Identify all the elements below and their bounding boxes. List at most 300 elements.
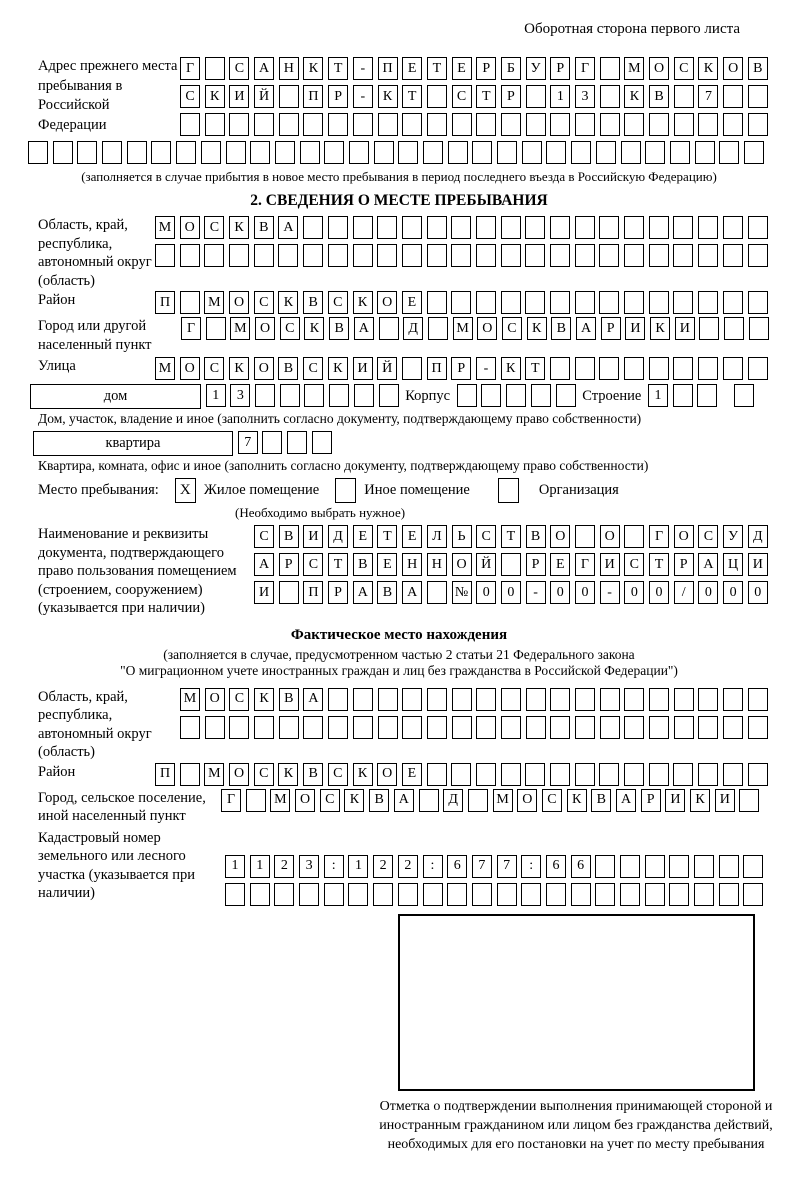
char-cell[interactable]: К xyxy=(229,216,249,239)
char-cell[interactable]: - xyxy=(526,581,546,604)
char-cell[interactable] xyxy=(748,85,768,108)
char-cell[interactable] xyxy=(600,688,620,711)
char-cell[interactable]: О xyxy=(377,763,397,786)
char-cell[interactable] xyxy=(748,216,768,239)
char-cell[interactable]: К xyxy=(278,763,298,786)
char-cell[interactable] xyxy=(303,716,323,739)
char-cell[interactable]: С xyxy=(328,291,348,314)
char-cell[interactable]: - xyxy=(353,85,373,108)
char-cell[interactable]: И xyxy=(254,581,274,604)
char-cell[interactable]: О xyxy=(180,357,200,380)
char-cell[interactable] xyxy=(697,384,717,407)
char-cell[interactable]: - xyxy=(600,581,620,604)
char-cell[interactable] xyxy=(180,113,200,136)
char-cell[interactable]: А xyxy=(254,553,274,576)
char-cell[interactable]: О xyxy=(180,216,200,239)
char-cell[interactable] xyxy=(624,716,644,739)
char-cell[interactable] xyxy=(28,141,48,164)
char-cell[interactable]: И xyxy=(675,317,695,340)
char-cell[interactable]: А xyxy=(278,216,298,239)
char-cell[interactable] xyxy=(205,113,225,136)
char-cell[interactable] xyxy=(624,216,644,239)
char-cell[interactable] xyxy=(262,431,282,454)
char-cell[interactable]: Е xyxy=(353,525,373,548)
char-cell[interactable] xyxy=(329,384,349,407)
char-cell[interactable] xyxy=(102,141,122,164)
char-cell[interactable]: Г xyxy=(575,553,595,576)
char-cell[interactable]: М xyxy=(453,317,473,340)
char-cell[interactable]: О xyxy=(229,291,249,314)
char-cell[interactable] xyxy=(379,384,399,407)
char-cell[interactable] xyxy=(274,883,294,906)
char-cell[interactable] xyxy=(155,244,175,267)
char-cell[interactable]: М xyxy=(270,789,290,812)
char-cell[interactable] xyxy=(279,85,299,108)
char-cell[interactable]: У xyxy=(526,57,546,80)
char-cell[interactable] xyxy=(303,113,323,136)
char-cell[interactable] xyxy=(300,141,320,164)
char-cell[interactable]: Г xyxy=(221,789,241,812)
char-cell[interactable] xyxy=(748,688,768,711)
char-cell[interactable]: Р xyxy=(550,57,570,80)
char-cell[interactable] xyxy=(255,384,275,407)
char-cell[interactable]: С xyxy=(254,291,274,314)
char-cell[interactable] xyxy=(501,716,521,739)
char-cell[interactable]: 3 xyxy=(299,855,319,878)
char-cell[interactable] xyxy=(734,384,754,407)
char-cell[interactable] xyxy=(649,216,669,239)
char-cell[interactable]: Е xyxy=(550,553,570,576)
char-cell[interactable] xyxy=(468,789,488,812)
char-cell[interactable] xyxy=(77,141,97,164)
char-cell[interactable] xyxy=(550,357,570,380)
char-cell[interactable] xyxy=(205,716,225,739)
char-cell[interactable] xyxy=(476,216,496,239)
char-cell[interactable]: О xyxy=(377,291,397,314)
char-cell[interactable] xyxy=(127,141,147,164)
char-cell[interactable]: М xyxy=(204,291,224,314)
char-cell[interactable] xyxy=(695,141,715,164)
char-cell[interactable] xyxy=(525,291,545,314)
char-cell[interactable]: К xyxy=(527,317,547,340)
char-cell[interactable] xyxy=(402,113,422,136)
char-cell[interactable] xyxy=(723,357,743,380)
char-cell[interactable] xyxy=(575,763,595,786)
char-cell[interactable]: М xyxy=(155,216,175,239)
char-cell[interactable] xyxy=(620,855,640,878)
char-cell[interactable] xyxy=(279,716,299,739)
char-cell[interactable] xyxy=(723,216,743,239)
char-cell[interactable] xyxy=(550,291,570,314)
char-cell[interactable]: В xyxy=(748,57,768,80)
char-cell[interactable]: 7 xyxy=(472,855,492,878)
char-cell[interactable]: П xyxy=(303,85,323,108)
char-cell[interactable]: М xyxy=(230,317,250,340)
char-cell[interactable]: Е xyxy=(402,57,422,80)
checkbox-organization[interactable] xyxy=(498,478,519,503)
char-cell[interactable]: Т xyxy=(427,57,447,80)
char-cell[interactable]: 0 xyxy=(501,581,521,604)
char-cell[interactable]: С xyxy=(303,553,323,576)
char-cell[interactable]: Б xyxy=(501,57,521,80)
char-cell[interactable] xyxy=(526,113,546,136)
char-cell[interactable]: О xyxy=(452,553,472,576)
char-cell[interactable] xyxy=(649,291,669,314)
char-cell[interactable]: Д xyxy=(328,525,348,548)
char-cell[interactable]: П xyxy=(155,763,175,786)
char-cell[interactable]: О xyxy=(295,789,315,812)
char-cell[interactable] xyxy=(378,113,398,136)
char-cell[interactable] xyxy=(595,883,615,906)
char-cell[interactable] xyxy=(525,244,545,267)
char-cell[interactable]: Л xyxy=(427,525,447,548)
char-cell[interactable] xyxy=(229,244,249,267)
char-cell[interactable] xyxy=(279,113,299,136)
char-cell[interactable] xyxy=(427,291,447,314)
char-cell[interactable]: Р xyxy=(451,357,471,380)
char-cell[interactable] xyxy=(525,763,545,786)
char-cell[interactable] xyxy=(673,244,693,267)
char-cell[interactable] xyxy=(402,688,422,711)
char-cell[interactable]: 2 xyxy=(398,855,418,878)
char-cell[interactable] xyxy=(673,384,693,407)
char-cell[interactable]: Ц xyxy=(723,553,743,576)
char-cell[interactable]: Д xyxy=(748,525,768,548)
char-cell[interactable] xyxy=(354,384,374,407)
char-cell[interactable]: К xyxy=(698,57,718,80)
char-cell[interactable] xyxy=(699,317,719,340)
char-cell[interactable]: О xyxy=(723,57,743,80)
char-cell[interactable] xyxy=(476,291,496,314)
char-cell[interactable] xyxy=(556,384,576,407)
char-cell[interactable]: О xyxy=(255,317,275,340)
char-cell[interactable]: К xyxy=(304,317,324,340)
char-cell[interactable] xyxy=(694,883,714,906)
char-cell[interactable] xyxy=(743,855,763,878)
char-cell[interactable] xyxy=(723,716,743,739)
char-cell[interactable]: А xyxy=(254,57,274,80)
char-cell[interactable] xyxy=(279,581,299,604)
char-cell[interactable]: Р xyxy=(328,581,348,604)
char-cell[interactable]: М xyxy=(493,789,513,812)
char-cell[interactable]: Р xyxy=(526,553,546,576)
char-cell[interactable]: С xyxy=(204,216,224,239)
char-cell[interactable] xyxy=(522,141,542,164)
char-cell[interactable] xyxy=(674,716,694,739)
char-cell[interactable]: О xyxy=(205,688,225,711)
char-cell[interactable]: Г xyxy=(575,57,595,80)
char-cell[interactable] xyxy=(526,688,546,711)
char-cell[interactable]: А xyxy=(353,581,373,604)
char-cell[interactable] xyxy=(550,244,570,267)
char-cell[interactable]: Р xyxy=(674,553,694,576)
char-cell[interactable]: М xyxy=(204,763,224,786)
char-cell[interactable] xyxy=(739,789,759,812)
char-cell[interactable] xyxy=(624,291,644,314)
char-cell[interactable]: Р xyxy=(328,85,348,108)
char-cell[interactable]: В xyxy=(353,553,373,576)
char-cell[interactable]: Р xyxy=(641,789,661,812)
char-cell[interactable] xyxy=(427,581,447,604)
char-cell[interactable] xyxy=(275,141,295,164)
char-cell[interactable] xyxy=(206,317,226,340)
char-cell[interactable]: О xyxy=(229,763,249,786)
char-cell[interactable]: Т xyxy=(525,357,545,380)
char-cell[interactable] xyxy=(599,291,619,314)
char-cell[interactable] xyxy=(328,716,348,739)
char-cell[interactable] xyxy=(649,244,669,267)
char-cell[interactable] xyxy=(304,384,324,407)
char-cell[interactable] xyxy=(595,855,615,878)
char-cell[interactable] xyxy=(546,883,566,906)
char-cell[interactable]: 0 xyxy=(748,581,768,604)
char-cell[interactable]: С xyxy=(328,763,348,786)
char-cell[interactable]: И xyxy=(303,525,323,548)
char-cell[interactable]: 1 xyxy=(250,855,270,878)
char-cell[interactable] xyxy=(501,553,521,576)
char-cell[interactable] xyxy=(649,763,669,786)
char-cell[interactable] xyxy=(575,113,595,136)
char-cell[interactable]: К xyxy=(205,85,225,108)
char-cell[interactable] xyxy=(250,141,270,164)
char-cell[interactable]: 1 xyxy=(206,384,226,407)
char-cell[interactable]: 2 xyxy=(274,855,294,878)
char-cell[interactable] xyxy=(476,113,496,136)
char-cell[interactable]: Е xyxy=(377,553,397,576)
char-cell[interactable] xyxy=(373,883,393,906)
char-cell[interactable]: Д xyxy=(443,789,463,812)
char-cell[interactable]: О xyxy=(254,357,274,380)
char-cell[interactable] xyxy=(674,688,694,711)
char-cell[interactable] xyxy=(550,216,570,239)
char-cell[interactable] xyxy=(452,113,472,136)
char-cell[interactable] xyxy=(575,716,595,739)
char-cell[interactable] xyxy=(575,688,595,711)
char-cell[interactable] xyxy=(723,85,743,108)
char-cell[interactable]: : xyxy=(423,855,443,878)
char-cell[interactable] xyxy=(476,763,496,786)
char-cell[interactable] xyxy=(698,244,718,267)
char-cell[interactable]: Й xyxy=(254,85,274,108)
char-cell[interactable] xyxy=(427,763,447,786)
char-cell[interactable] xyxy=(600,113,620,136)
char-cell[interactable]: 1 xyxy=(550,85,570,108)
char-cell[interactable]: А xyxy=(394,789,414,812)
char-cell[interactable] xyxy=(748,244,768,267)
char-cell[interactable]: Е xyxy=(402,291,422,314)
char-cell[interactable]: К xyxy=(344,789,364,812)
char-cell[interactable]: А xyxy=(354,317,374,340)
char-cell[interactable] xyxy=(328,688,348,711)
char-cell[interactable]: В xyxy=(377,581,397,604)
char-cell[interactable]: О xyxy=(517,789,537,812)
char-cell[interactable] xyxy=(402,216,422,239)
char-cell[interactable] xyxy=(427,216,447,239)
char-cell[interactable] xyxy=(353,244,373,267)
char-cell[interactable]: С xyxy=(452,85,472,108)
char-cell[interactable]: С xyxy=(542,789,562,812)
char-cell[interactable] xyxy=(645,883,665,906)
char-cell[interactable] xyxy=(299,883,319,906)
char-cell[interactable]: С xyxy=(229,57,249,80)
char-cell[interactable]: И xyxy=(353,357,373,380)
char-cell[interactable] xyxy=(550,688,570,711)
char-cell[interactable] xyxy=(180,244,200,267)
char-cell[interactable] xyxy=(176,141,196,164)
char-cell[interactable] xyxy=(378,716,398,739)
char-cell[interactable]: Н xyxy=(279,57,299,80)
char-cell[interactable]: Г xyxy=(649,525,669,548)
char-cell[interactable]: Р xyxy=(476,57,496,80)
char-cell[interactable] xyxy=(674,113,694,136)
char-cell[interactable]: И xyxy=(665,789,685,812)
char-cell[interactable]: И xyxy=(715,789,735,812)
char-cell[interactable]: У xyxy=(723,525,743,548)
char-cell[interactable] xyxy=(673,216,693,239)
char-cell[interactable]: Н xyxy=(402,553,422,576)
char-cell[interactable] xyxy=(674,85,694,108)
char-cell[interactable] xyxy=(526,85,546,108)
char-cell[interactable]: В xyxy=(369,789,389,812)
char-cell[interactable]: К xyxy=(353,763,373,786)
char-cell[interactable]: А xyxy=(402,581,422,604)
char-cell[interactable]: : xyxy=(324,855,344,878)
char-cell[interactable]: В xyxy=(254,216,274,239)
char-cell[interactable] xyxy=(353,113,373,136)
char-cell[interactable] xyxy=(649,357,669,380)
char-cell[interactable]: Р xyxy=(601,317,621,340)
char-cell[interactable] xyxy=(645,855,665,878)
char-cell[interactable]: В xyxy=(591,789,611,812)
char-cell[interactable] xyxy=(378,688,398,711)
char-cell[interactable] xyxy=(225,883,245,906)
char-cell[interactable] xyxy=(649,688,669,711)
char-cell[interactable] xyxy=(278,244,298,267)
char-cell[interactable]: К xyxy=(328,357,348,380)
char-cell[interactable] xyxy=(698,291,718,314)
char-cell[interactable] xyxy=(599,244,619,267)
char-cell[interactable] xyxy=(621,141,641,164)
char-cell[interactable] xyxy=(694,855,714,878)
char-cell[interactable]: 0 xyxy=(624,581,644,604)
char-cell[interactable] xyxy=(669,855,689,878)
char-cell[interactable] xyxy=(624,525,644,548)
char-cell[interactable]: 0 xyxy=(723,581,743,604)
char-cell[interactable]: О xyxy=(674,525,694,548)
char-cell[interactable] xyxy=(719,141,739,164)
char-cell[interactable] xyxy=(550,113,570,136)
char-cell[interactable] xyxy=(600,57,620,80)
char-cell[interactable]: В xyxy=(329,317,349,340)
char-cell[interactable]: № xyxy=(452,581,472,604)
char-cell[interactable] xyxy=(596,141,616,164)
char-cell[interactable]: 6 xyxy=(546,855,566,878)
char-cell[interactable] xyxy=(377,244,397,267)
char-cell[interactable] xyxy=(669,883,689,906)
char-cell[interactable]: Й xyxy=(476,553,496,576)
char-cell[interactable] xyxy=(501,216,521,239)
char-cell[interactable] xyxy=(743,883,763,906)
char-cell[interactable]: С xyxy=(476,525,496,548)
char-cell[interactable]: 6 xyxy=(571,855,591,878)
char-cell[interactable] xyxy=(670,141,690,164)
char-cell[interactable] xyxy=(452,716,472,739)
char-cell[interactable] xyxy=(501,291,521,314)
char-cell[interactable]: / xyxy=(674,581,694,604)
char-cell[interactable]: П xyxy=(378,57,398,80)
char-cell[interactable] xyxy=(698,357,718,380)
char-cell[interactable]: О xyxy=(600,525,620,548)
char-cell[interactable] xyxy=(328,216,348,239)
char-cell[interactable] xyxy=(374,141,394,164)
char-cell[interactable] xyxy=(451,244,471,267)
char-cell[interactable] xyxy=(724,317,744,340)
char-cell[interactable] xyxy=(151,141,171,164)
char-cell[interactable] xyxy=(398,883,418,906)
char-cell[interactable]: Т xyxy=(328,57,348,80)
char-cell[interactable]: Т xyxy=(377,525,397,548)
char-cell[interactable] xyxy=(427,85,447,108)
char-cell[interactable] xyxy=(526,716,546,739)
char-cell[interactable] xyxy=(402,716,422,739)
char-cell[interactable] xyxy=(525,216,545,239)
char-cell[interactable]: : xyxy=(521,855,541,878)
char-cell[interactable] xyxy=(324,141,344,164)
char-cell[interactable]: С xyxy=(624,553,644,576)
char-cell[interactable]: 2 xyxy=(373,855,393,878)
char-cell[interactable] xyxy=(423,883,443,906)
char-cell[interactable]: И xyxy=(625,317,645,340)
char-cell[interactable]: Ь xyxy=(452,525,472,548)
char-cell[interactable]: Т xyxy=(402,85,422,108)
char-cell[interactable]: 7 xyxy=(238,431,258,454)
char-cell[interactable]: П xyxy=(155,291,175,314)
char-cell[interactable]: К xyxy=(254,688,274,711)
char-cell[interactable]: К xyxy=(353,291,373,314)
char-cell[interactable] xyxy=(673,357,693,380)
char-cell[interactable] xyxy=(472,141,492,164)
char-cell[interactable] xyxy=(571,883,591,906)
char-cell[interactable]: М xyxy=(624,57,644,80)
char-cell[interactable] xyxy=(723,688,743,711)
char-cell[interactable] xyxy=(448,141,468,164)
char-cell[interactable] xyxy=(698,113,718,136)
char-cell[interactable] xyxy=(723,763,743,786)
char-cell[interactable] xyxy=(673,291,693,314)
char-cell[interactable] xyxy=(501,763,521,786)
char-cell[interactable]: О xyxy=(477,317,497,340)
char-cell[interactable]: 3 xyxy=(230,384,250,407)
char-cell[interactable] xyxy=(53,141,73,164)
char-cell[interactable]: О xyxy=(550,525,570,548)
char-cell[interactable]: Е xyxy=(402,525,422,548)
char-cell[interactable] xyxy=(476,244,496,267)
char-cell[interactable] xyxy=(427,688,447,711)
char-cell[interactable] xyxy=(550,716,570,739)
char-cell[interactable]: В xyxy=(551,317,571,340)
char-cell[interactable]: К xyxy=(303,57,323,80)
char-cell[interactable]: В xyxy=(303,763,323,786)
char-cell[interactable] xyxy=(673,763,693,786)
char-cell[interactable] xyxy=(748,716,768,739)
char-cell[interactable] xyxy=(246,789,266,812)
char-cell[interactable] xyxy=(521,883,541,906)
char-cell[interactable]: И xyxy=(229,85,249,108)
char-cell[interactable]: С xyxy=(698,525,718,548)
char-cell[interactable] xyxy=(599,357,619,380)
char-cell[interactable]: С xyxy=(180,85,200,108)
char-cell[interactable] xyxy=(497,883,517,906)
